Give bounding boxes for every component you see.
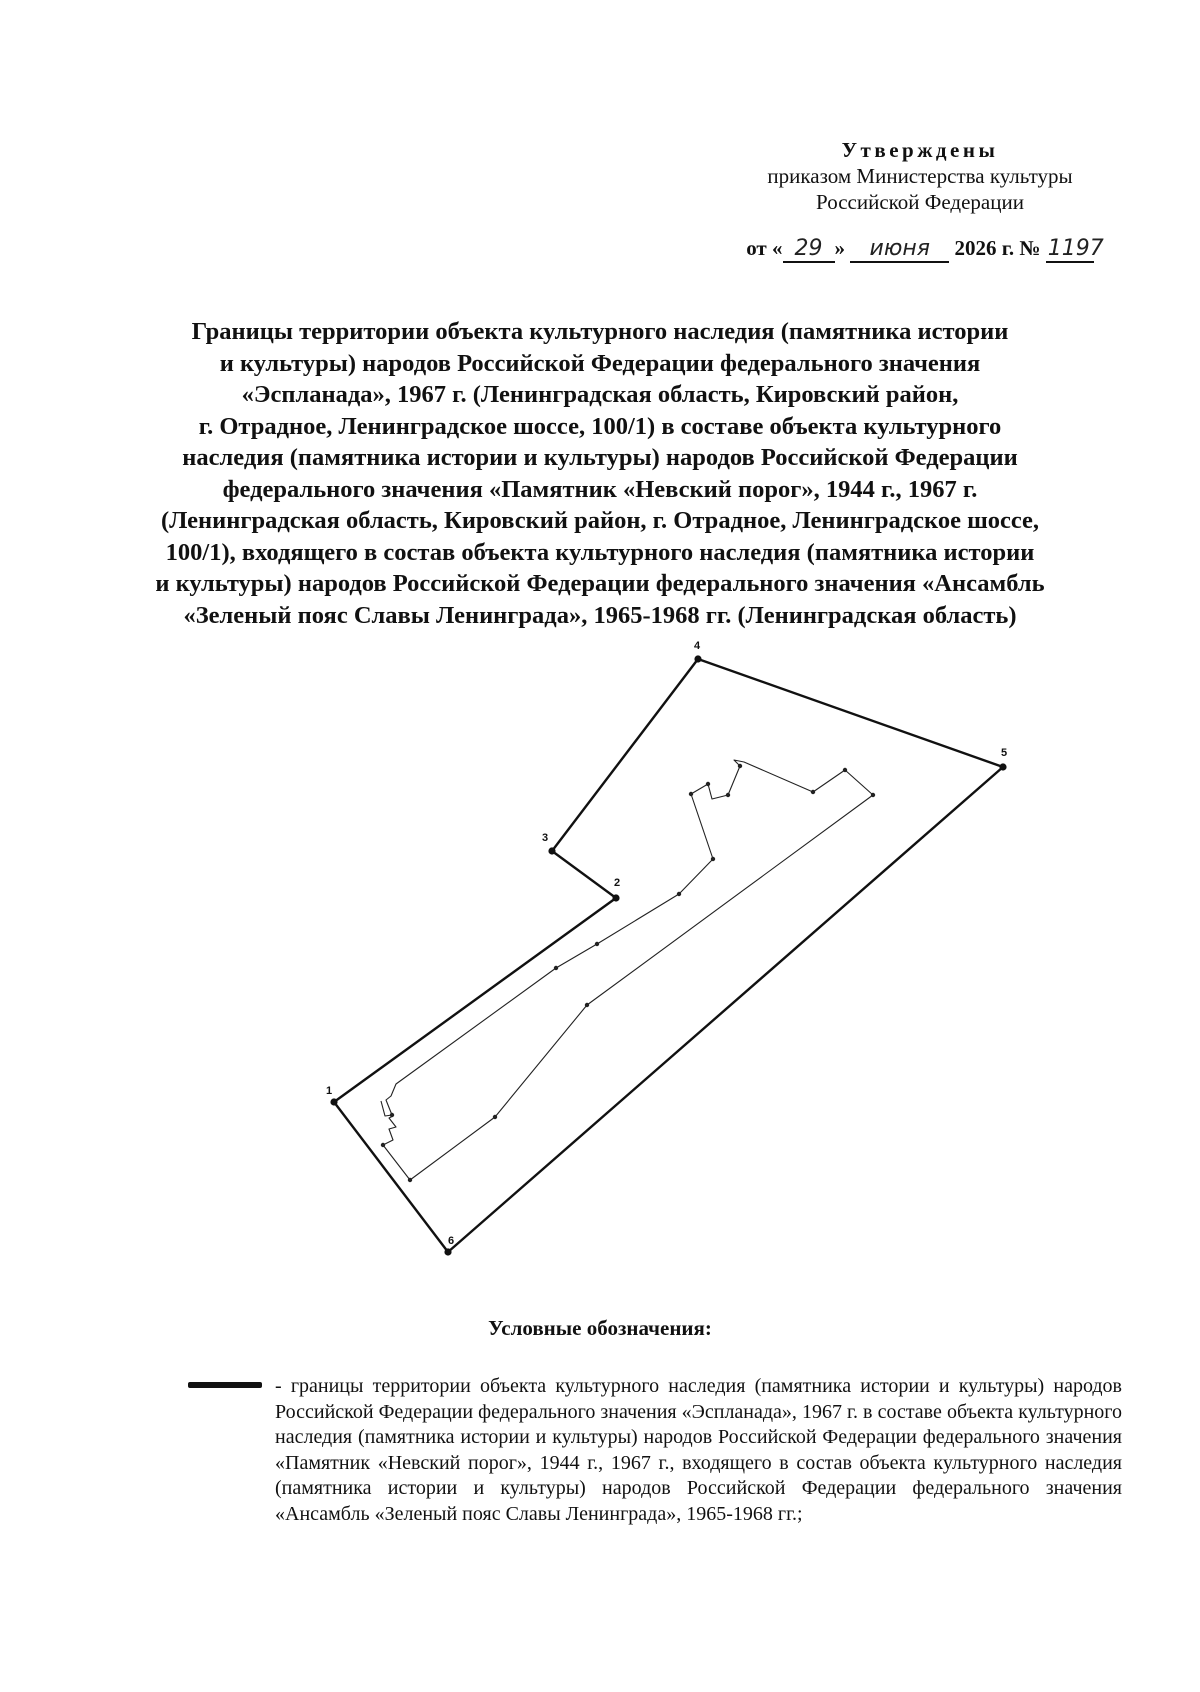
boundary-points (330, 655, 1006, 1255)
vertex-dot (843, 768, 847, 772)
boundary-point-6 (444, 1248, 451, 1255)
order-prefix: от « (746, 236, 783, 260)
document-title (120, 316, 1080, 631)
legend-item-description: - границы территории объекта культурного наследия (памятника истории и культуры) народов Российской Федерации федерального значения «Эспланада», 1967 г. в составе объекта культурного наследия (памятника истории и культуры) народов Российской Федерации федерального значения «Памятник «Невский порог», 1944 г., 1967 г., входящего в состав объекта культурного наследия (памятника истории и культуры) народов Российской Федерации федерального значения «Ансамбль «Зеленый пояс Славы Ленинграда», 1965-1968 гг.; (275, 1375, 1122, 1525)
monument-vertex-dots (381, 764, 875, 1182)
vertex-dot (677, 892, 681, 896)
point-label-3: 3 (542, 832, 549, 844)
point-label-1: 1 (326, 1085, 333, 1097)
vertex-dot (585, 1003, 589, 1007)
vertex-dot (726, 793, 730, 797)
legend-title: Условные обозначения: (488, 1316, 712, 1340)
title-line: Границы территории объекта культурного наследия (памятника истории (191, 318, 1009, 345)
title-line: наследия (памятника истории и культуры) народов Российской Федерации (182, 444, 1018, 471)
vertex-dot (711, 857, 715, 861)
boundary-point-2 (612, 894, 619, 901)
order-reference (660, 236, 1180, 263)
title-line: г. Отрадное, Ленинградское шоссе, 100/1) в составе объекта культурного (198, 412, 1002, 440)
boundary-point-4 (694, 655, 701, 662)
vertex-dot (738, 764, 742, 768)
order-year: 2026 г. № (954, 236, 1041, 260)
approval-stamp (660, 137, 1180, 215)
title-line: 100/1), входящего в состав объекта культурного наследия (памятника истории (165, 538, 1035, 566)
vertex-dot (706, 782, 710, 786)
title-line: «Зеленый пояс Славы Ленинграда», 1965-1968 гг. (Ленинградская область) (183, 601, 1017, 629)
approval-title: Утверждены (841, 138, 999, 162)
approval-line-2: Российской Федерации (816, 190, 1024, 214)
order-number-handwritten: 1197 (1047, 236, 1104, 261)
monument-outline (381, 760, 873, 1180)
vertex-dot (408, 1178, 412, 1182)
vertex-dot (381, 1143, 385, 1147)
vertex-dot (811, 790, 815, 794)
boundary-point-5 (999, 763, 1006, 770)
vertex-dot (390, 1113, 394, 1117)
vertex-dot (595, 942, 599, 946)
point-label-6: 6 (448, 1235, 455, 1247)
order-month-handwritten: июня (850, 237, 949, 263)
title-line: и культуры) народов Российской Федерации федерального значения «Ансамбль (155, 570, 1045, 597)
vertex-dot (554, 966, 558, 970)
order-day-handwritten: 29 (783, 237, 835, 263)
point-label-4: 4 (694, 640, 701, 652)
approval-line-1: приказом Министерства культуры (767, 164, 1073, 188)
boundary-point-1 (330, 1098, 337, 1105)
title-line: «Эспланада», 1967 г. (Ленинградская область, Кировский район, (241, 381, 959, 408)
title-line: федерального значения «Памятник «Невский порог», 1944 г., 1967 г. (222, 475, 978, 503)
vertex-dot (871, 793, 875, 797)
vertex-dot (689, 792, 693, 796)
point-label-5: 5 (1001, 747, 1008, 759)
territory-boundary (334, 659, 1003, 1252)
vertex-dot (493, 1115, 497, 1119)
title-line: и культуры) народов Российской Федерации федерального значения (219, 349, 981, 377)
point-label-2: 2 (614, 877, 621, 889)
title-line: (Ленинградская область, Кировский район, г. Отрадное, Ленинградское шоссе, (160, 507, 1040, 534)
order-quote-close: » (834, 236, 845, 260)
boundary-point-3 (548, 847, 555, 854)
legend-boundary-line-swatch (188, 1382, 262, 1388)
boundary-scheme (0, 625, 1200, 1270)
